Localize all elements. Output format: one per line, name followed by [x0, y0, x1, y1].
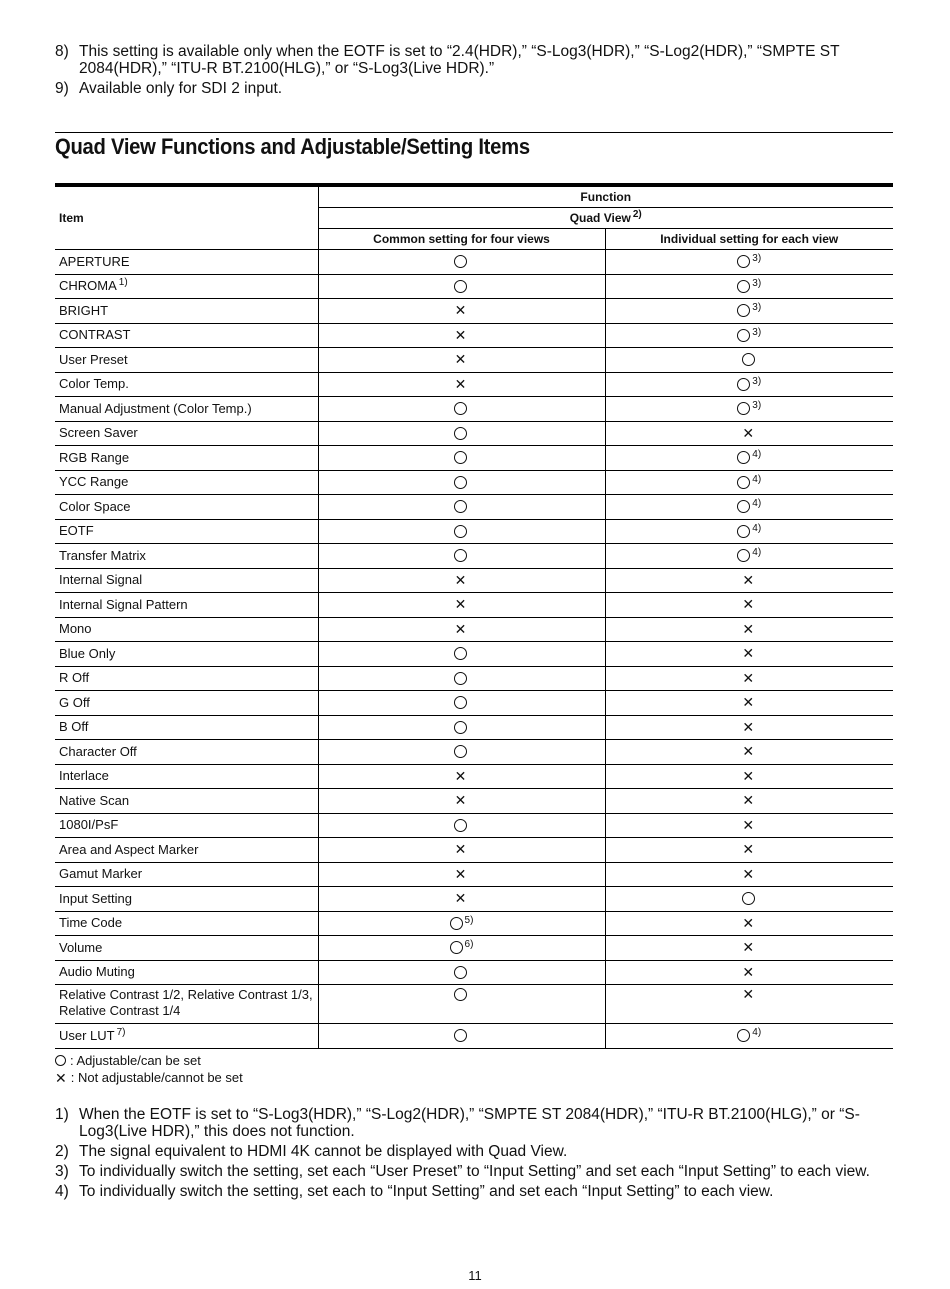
item-cell [55, 985, 318, 1024]
item-name: Blue Only [59, 645, 116, 661]
item-cell [55, 887, 318, 912]
circle-icon [737, 476, 750, 489]
circle-icon [454, 427, 467, 440]
circle-icon [454, 476, 467, 489]
circle-icon [450, 941, 463, 954]
page-number: 11 [468, 1268, 482, 1283]
cross-icon: ✕ [742, 620, 755, 637]
circle-icon [737, 280, 750, 293]
table-row [55, 250, 893, 275]
table-row [55, 617, 893, 642]
footnote-number: 8) [55, 43, 69, 60]
table-row [55, 813, 893, 838]
item-cell [55, 764, 318, 789]
footnote [55, 1106, 895, 1140]
table-row [55, 691, 893, 716]
table-row [55, 666, 893, 691]
mark-footnote: 6) [464, 939, 474, 951]
common-setting-cell [318, 421, 605, 446]
circle-icon [454, 402, 467, 415]
individual-setting-cell [605, 813, 893, 838]
cross-icon: ✕ [742, 718, 755, 735]
table-row [55, 593, 893, 618]
table-row [55, 764, 893, 789]
mark-footnote: 3) [752, 277, 762, 289]
individual-setting-cell [605, 299, 893, 324]
item-name: Internal Signal [59, 572, 143, 588]
header-quad-view-footnote: 2) [632, 209, 642, 220]
cross-icon: ✕ [742, 792, 755, 809]
circle-icon [454, 672, 467, 685]
item-name: Internal Signal Pattern [59, 596, 188, 612]
table-row [55, 985, 893, 1024]
cross-icon: ✕ [742, 841, 755, 858]
common-setting-cell [318, 1024, 605, 1049]
cross-icon: ✕ [454, 351, 467, 368]
item-cell [55, 789, 318, 814]
item-cell [55, 421, 318, 446]
individual-setting-cell [605, 789, 893, 814]
table-row [55, 544, 893, 569]
mark-footnote: 3) [752, 326, 762, 338]
mark-footnote: 4) [752, 547, 762, 559]
table-row [55, 372, 893, 397]
circle-icon [454, 1029, 467, 1042]
individual-setting-cell [605, 642, 893, 667]
legend-cross [55, 1069, 243, 1086]
table-row [55, 421, 893, 446]
item-name: Transfer Matrix [59, 547, 146, 563]
circle-icon [454, 280, 467, 293]
table-row [55, 862, 893, 887]
item-name: 1080I/PsF [59, 817, 119, 833]
common-setting-cell [318, 348, 605, 373]
common-setting-cell [318, 397, 605, 422]
item-name: Volume [59, 939, 103, 955]
common-setting-cell [318, 764, 605, 789]
circle-icon [454, 549, 467, 562]
common-setting-cell [318, 715, 605, 740]
item-cell [55, 1024, 318, 1049]
individual-setting-cell [605, 446, 893, 471]
individual-setting-cell [605, 495, 893, 520]
cross-icon: ✕ [742, 939, 755, 956]
footnote [55, 1183, 895, 1200]
cross-icon: ✕ [454, 326, 467, 343]
table-row [55, 1024, 893, 1049]
cross-icon: ✕ [454, 596, 467, 613]
item-cell [55, 936, 318, 961]
circle-icon [737, 255, 750, 268]
circle-icon [454, 745, 467, 758]
item-cell [55, 274, 318, 299]
circle-icon [454, 819, 467, 832]
footnote-number: 1) [55, 1106, 69, 1123]
common-setting-cell [318, 813, 605, 838]
table-row [55, 274, 893, 299]
table-row [55, 789, 893, 814]
mark-footnote: 4) [752, 473, 762, 485]
legend-circle [55, 1052, 243, 1069]
cross-icon: ✕ [742, 424, 755, 441]
individual-setting-cell [605, 372, 893, 397]
circle-icon [737, 549, 750, 562]
item-name: CONTRAST [59, 327, 131, 343]
cross-icon: ✕ [742, 743, 755, 760]
common-setting-cell [318, 642, 605, 667]
legend-cross-text: : Not adjustable/cannot be set [70, 1070, 243, 1085]
header-function: Function [318, 187, 893, 208]
table-row [55, 568, 893, 593]
notes-top [55, 43, 895, 100]
item-cell [55, 960, 318, 985]
item-name: Relative Contrast 1/2, Relative Contrast 1/3, Relative Contrast 1/4 [59, 987, 313, 1018]
mark-footnote: 3) [752, 253, 762, 265]
item-cell [55, 299, 318, 324]
cross-icon: ✕ [454, 865, 467, 882]
individual-setting-cell [605, 519, 893, 544]
table-row [55, 299, 893, 324]
common-setting-cell [318, 299, 605, 324]
header-individual: Individual setting for each view [605, 229, 893, 250]
individual-setting-cell [605, 323, 893, 348]
header-item: Item [55, 187, 318, 250]
cross-icon: ✕ [454, 302, 467, 319]
footnote-number: 9) [55, 80, 69, 97]
mark-footnote: 4) [752, 449, 762, 461]
item-name: Color Temp. [59, 376, 129, 392]
individual-setting-cell [605, 838, 893, 863]
footnote-text: To individually switch the setting, set each “User Preset” to “Input Setting” and set each “Input Setting” to each view. [79, 1163, 870, 1180]
circle-icon [454, 647, 467, 660]
individual-setting-cell [605, 862, 893, 887]
common-setting-cell [318, 838, 605, 863]
common-setting-cell [318, 887, 605, 912]
individual-setting-cell [605, 617, 893, 642]
common-setting-cell [318, 617, 605, 642]
cross-icon: ✕ [454, 890, 467, 907]
item-name: User LUT [59, 1027, 115, 1043]
common-setting-cell [318, 519, 605, 544]
item-footnote: 7) [116, 1026, 126, 1038]
item-name: BRIGHT [59, 302, 109, 318]
common-setting-cell [318, 495, 605, 520]
individual-setting-cell [605, 568, 893, 593]
header-quad-view-label: Quad View [569, 211, 631, 225]
footnote [55, 1163, 895, 1180]
individual-setting-cell [605, 666, 893, 691]
circle-icon [454, 988, 467, 1001]
table-row [55, 887, 893, 912]
item-cell [55, 862, 318, 887]
circle-icon [454, 696, 467, 709]
cross-icon: ✕ [454, 375, 467, 392]
table-row [55, 323, 893, 348]
table-row [55, 348, 893, 373]
footnote-number: 4) [55, 1183, 69, 1200]
circle-icon [737, 525, 750, 538]
item-cell [55, 740, 318, 765]
cross-icon: ✕ [454, 767, 467, 784]
common-setting-cell [318, 593, 605, 618]
item-cell [55, 372, 318, 397]
footnote-text: The signal equivalent to HDMI 4K cannot be displayed with Quad View. [79, 1143, 568, 1160]
item-cell [55, 666, 318, 691]
common-setting-cell [318, 985, 605, 1024]
section-rule [55, 132, 893, 133]
table-row [55, 715, 893, 740]
item-name: CHROMA [59, 278, 117, 294]
circle-icon [450, 917, 463, 930]
circle-icon [742, 892, 755, 905]
cross-icon: ✕ [742, 865, 755, 882]
circle-icon [55, 1055, 66, 1066]
individual-setting-cell [605, 397, 893, 422]
cross-icon: ✕ [742, 669, 755, 686]
individual-setting-cell [605, 1024, 893, 1049]
circle-icon [454, 451, 467, 464]
footnote-text: When the EOTF is set to “S-Log3(HDR),” “S-Log2(HDR),” “SMPTE ST 2084(HDR),” “ITU-R BT.2100(HLG),” or “S-Log3(Live HDR),” this does not function. [79, 1106, 860, 1140]
common-setting-cell [318, 960, 605, 985]
common-setting-cell [318, 936, 605, 961]
mark-footnote: 5) [464, 914, 474, 926]
item-name: Interlace [59, 768, 109, 784]
item-cell [55, 446, 318, 471]
footnote-text: This setting is available only when the EOTF is set to “2.4(HDR),” “S-Log3(HDR),” “S-Log2(HDR),” “SMPTE ST 2084(HDR),” “ITU-R BT.2100(HLG),” or “S-Log3(Live HDR).” [79, 43, 840, 77]
circle-icon [737, 1029, 750, 1042]
circle-icon [742, 353, 755, 366]
item-cell [55, 470, 318, 495]
circle-icon [737, 304, 750, 317]
table-row [55, 470, 893, 495]
cross-icon: ✕ [742, 816, 755, 833]
individual-setting-cell [605, 887, 893, 912]
footnote-text: Available only for SDI 2 input. [79, 80, 283, 97]
item-cell [55, 519, 318, 544]
individual-setting-cell [605, 715, 893, 740]
item-name: Time Code [59, 915, 123, 931]
mark-footnote: 3) [752, 302, 762, 314]
common-setting-cell [318, 323, 605, 348]
item-name: Area and Aspect Marker [59, 841, 199, 857]
table-row [55, 446, 893, 471]
cross-icon: ✕ [742, 986, 755, 1002]
item-cell [55, 617, 318, 642]
cross-icon: ✕ [742, 596, 755, 613]
table-row [55, 642, 893, 667]
common-setting-cell [318, 446, 605, 471]
item-cell [55, 568, 318, 593]
item-cell [55, 691, 318, 716]
common-setting-cell [318, 666, 605, 691]
item-name: APERTURE [59, 253, 130, 269]
individual-setting-cell [605, 348, 893, 373]
common-setting-cell [318, 372, 605, 397]
item-name: YCC Range [59, 474, 129, 490]
circle-icon [737, 402, 750, 415]
cross-icon: ✕ [55, 1069, 67, 1086]
item-cell [55, 250, 318, 275]
table-row [55, 911, 893, 936]
individual-setting-cell [605, 593, 893, 618]
footnote [55, 43, 895, 77]
item-cell [55, 911, 318, 936]
table-row [55, 397, 893, 422]
individual-setting-cell [605, 250, 893, 275]
individual-setting-cell [605, 936, 893, 961]
table-row [55, 838, 893, 863]
item-name: Mono [59, 621, 92, 637]
item-name: Native Scan [59, 792, 130, 808]
individual-setting-cell [605, 911, 893, 936]
individual-setting-cell [605, 985, 893, 1024]
cross-icon: ✕ [454, 571, 467, 588]
common-setting-cell [318, 862, 605, 887]
mark-footnote: 4) [752, 522, 762, 534]
cross-icon: ✕ [742, 694, 755, 711]
item-cell [55, 593, 318, 618]
table-row [55, 495, 893, 520]
item-name: Screen Saver [59, 425, 138, 441]
item-cell [55, 642, 318, 667]
cross-icon: ✕ [742, 914, 755, 931]
common-setting-cell [318, 470, 605, 495]
item-name: G Off [59, 694, 90, 710]
individual-setting-cell [605, 740, 893, 765]
footnote-number: 2) [55, 1143, 69, 1160]
common-setting-cell [318, 740, 605, 765]
item-name: EOTF [59, 523, 94, 539]
item-cell [55, 838, 318, 863]
item-footnote: 1) [118, 277, 128, 289]
circle-icon [737, 451, 750, 464]
circle-icon [737, 500, 750, 513]
table-row [55, 960, 893, 985]
cross-icon: ✕ [742, 767, 755, 784]
quad-view-table [55, 187, 893, 1049]
cross-icon: ✕ [742, 645, 755, 662]
item-name: Input Setting [59, 890, 132, 906]
common-setting-cell [318, 274, 605, 299]
individual-setting-cell [605, 421, 893, 446]
section-title: Quad View Functions and Adjustable/Setting Items [55, 134, 530, 159]
item-cell [55, 348, 318, 373]
cross-icon: ✕ [454, 841, 467, 858]
item-name: User Preset [59, 351, 128, 367]
legend [55, 1052, 243, 1086]
item-cell [55, 323, 318, 348]
individual-setting-cell [605, 691, 893, 716]
common-setting-cell [318, 568, 605, 593]
mark-footnote: 3) [752, 375, 762, 387]
individual-setting-cell [605, 960, 893, 985]
notes-bottom [55, 1106, 895, 1203]
common-setting-cell [318, 691, 605, 716]
mark-footnote: 3) [752, 400, 762, 412]
item-cell [55, 495, 318, 520]
item-name: Gamut Marker [59, 866, 143, 882]
header-common: Common setting for four views [318, 229, 605, 250]
table-row [55, 740, 893, 765]
mark-footnote: 4) [752, 1027, 762, 1039]
item-name: R Off [59, 670, 90, 686]
item-name: B Off [59, 719, 89, 735]
individual-setting-cell [605, 274, 893, 299]
quad-view-table-wrap [55, 183, 893, 1049]
common-setting-cell [318, 789, 605, 814]
circle-icon [454, 500, 467, 513]
common-setting-cell [318, 544, 605, 569]
footnote [55, 80, 895, 97]
circle-icon [454, 721, 467, 734]
footnote-number: 3) [55, 1163, 69, 1180]
item-cell [55, 544, 318, 569]
item-name: Color Space [59, 498, 131, 514]
item-cell [55, 715, 318, 740]
cross-icon: ✕ [454, 792, 467, 809]
common-setting-cell [318, 250, 605, 275]
item-name: Manual Adjustment (Color Temp.) [59, 400, 252, 416]
individual-setting-cell [605, 764, 893, 789]
footnote [55, 1143, 895, 1160]
circle-icon [454, 966, 467, 979]
cross-icon: ✕ [742, 963, 755, 980]
table-row [55, 936, 893, 961]
footnote-text: To individually switch the setting, set each to “Input Setting” and set each “Input Setting” to each view. [79, 1183, 774, 1200]
cross-icon: ✕ [742, 571, 755, 588]
circle-icon [454, 525, 467, 538]
item-cell [55, 397, 318, 422]
item-name: Audio Muting [59, 964, 135, 980]
circle-icon [454, 255, 467, 268]
legend-circle-text: : Adjustable/can be set [70, 1053, 201, 1068]
mark-footnote: 4) [752, 498, 762, 510]
header-quad-view [318, 208, 893, 229]
circle-icon [737, 378, 750, 391]
circle-icon [737, 329, 750, 342]
individual-setting-cell [605, 544, 893, 569]
item-cell [55, 813, 318, 838]
item-name: RGB Range [59, 449, 130, 465]
common-setting-cell [318, 911, 605, 936]
individual-setting-cell [605, 470, 893, 495]
cross-icon: ✕ [454, 620, 467, 637]
item-name: Character Off [59, 743, 137, 759]
table-row [55, 519, 893, 544]
table-body [55, 250, 893, 1049]
